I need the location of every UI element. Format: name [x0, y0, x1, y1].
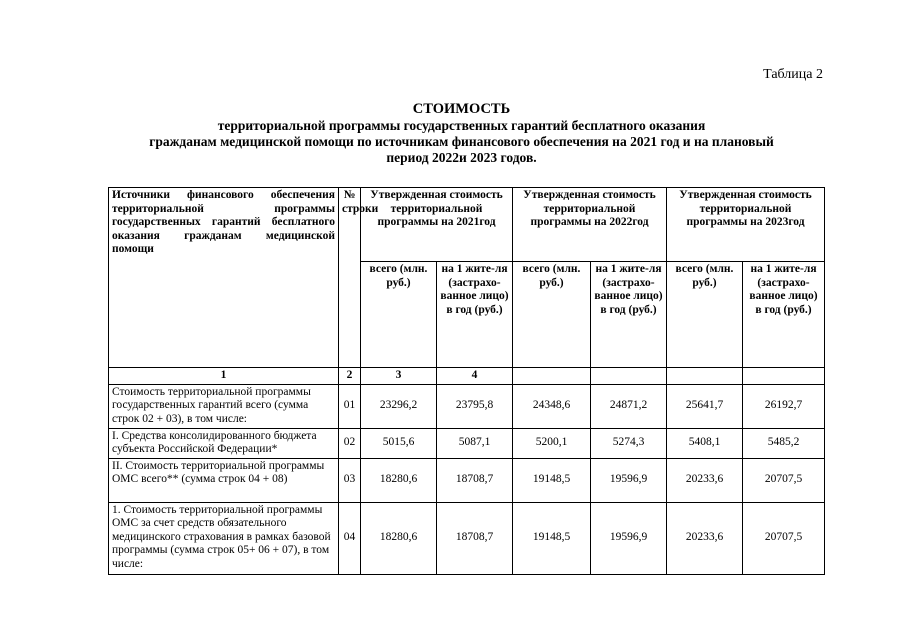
header-row-number: № строки — [339, 188, 361, 368]
document-title — [100, 101, 823, 166]
column-number — [591, 368, 667, 385]
subheader-per-capita-2021: на 1 жите-ля (застрахо-ванное лицо) в год (руб.) — [437, 262, 513, 368]
cell-value: 5274,3 — [591, 428, 667, 458]
cell-value: 5087,1 — [437, 428, 513, 458]
cell-value: 18280,6 — [361, 502, 437, 574]
column-number: 3 — [361, 368, 437, 385]
cell-value: 23296,2 — [361, 384, 437, 428]
column-number — [513, 368, 591, 385]
cell-value: 18708,7 — [437, 458, 513, 502]
row-description: I. Средства консолидированного бюджета субъекта Российской Федерации* — [109, 428, 339, 458]
table-label: Таблица 2 — [763, 67, 823, 82]
row-description: Стоимость территориальной программы государственных гарантий всего (сумма строк 02 + 03), в том числе: — [109, 384, 339, 428]
row-number: 04 — [339, 502, 361, 574]
table-row — [109, 502, 825, 574]
cell-value: 20233,6 — [667, 502, 743, 574]
cell-value: 19148,5 — [513, 502, 591, 574]
subheader-total-2023: всего (млн. руб.) — [667, 262, 743, 368]
row-description: II. Стоимость территориальной программы ОМС всего** (сумма строк 04 + 08) — [109, 458, 339, 502]
column-number: 2 — [339, 368, 361, 385]
cell-value: 20233,6 — [667, 458, 743, 502]
subheader-per-capita-2023: на 1 жите-ля (застрахо-ванное лицо) в год (руб.) — [743, 262, 825, 368]
title-line-2: территориальной программы государственных гарантий бесплатного оказания — [217, 118, 706, 133]
header-year-2023: Утвержденная стоимость территориальной программы на 2023год — [667, 188, 825, 262]
cell-value: 5408,1 — [667, 428, 743, 458]
cell-value: 24348,6 — [513, 384, 591, 428]
cell-value: 5015,6 — [361, 428, 437, 458]
cell-value: 23795,8 — [437, 384, 513, 428]
cell-value: 18280,6 — [361, 458, 437, 502]
column-number: 1 — [109, 368, 339, 385]
table-row — [109, 428, 825, 458]
row-number: 03 — [339, 458, 361, 502]
title-line-1: СТОИМОСТЬ — [412, 101, 511, 117]
cell-value: 25641,7 — [667, 384, 743, 428]
row-number: 02 — [339, 428, 361, 458]
cell-value: 19148,5 — [513, 458, 591, 502]
column-number — [743, 368, 825, 385]
column-number: 4 — [437, 368, 513, 385]
row-number: 01 — [339, 384, 361, 428]
cell-value: 20707,5 — [743, 502, 825, 574]
header-year-2021: Утвержденная стоимость территориальной программы на 2021год — [361, 188, 513, 262]
cell-value: 19596,9 — [591, 458, 667, 502]
title-line-3: гражданам медицинской помощи по источникам финансового обеспечения на 2021 год и на плановый — [149, 134, 774, 149]
cell-value: 26192,7 — [743, 384, 825, 428]
cell-value: 5200,1 — [513, 428, 591, 458]
table-row — [109, 458, 825, 502]
cell-value: 24871,2 — [591, 384, 667, 428]
cell-value: 5485,2 — [743, 428, 825, 458]
row-description: 1. Стоимость территориальной программы ОМС за счет средств обязательного медицинского страхования в рамках базовой программы (сумма строк 05+ 06 + 07), в том числе: — [109, 502, 339, 574]
cell-value: 20707,5 — [743, 458, 825, 502]
title-line-4: период 2022и 2023 годов. — [386, 150, 537, 165]
cost-table — [108, 187, 825, 575]
table-row — [109, 384, 825, 428]
cell-value: 19596,9 — [591, 502, 667, 574]
header-sources: Источники финансового обеспечения территориальной программы государственных гарантий бесплатного оказания гражданам медицинской помощи — [109, 188, 339, 368]
header-year-2022: Утвержденная стоимость территориальной программы на 2022год — [513, 188, 667, 262]
subheader-total-2022: всего (млн. руб.) — [513, 262, 591, 368]
column-number — [667, 368, 743, 385]
cell-value: 18708,7 — [437, 502, 513, 574]
subheader-per-capita-2022: на 1 жите-ля (застрахо-ванное лицо) в год (руб.) — [591, 262, 667, 368]
subheader-total-2021: всего (млн. руб.) — [361, 262, 437, 368]
